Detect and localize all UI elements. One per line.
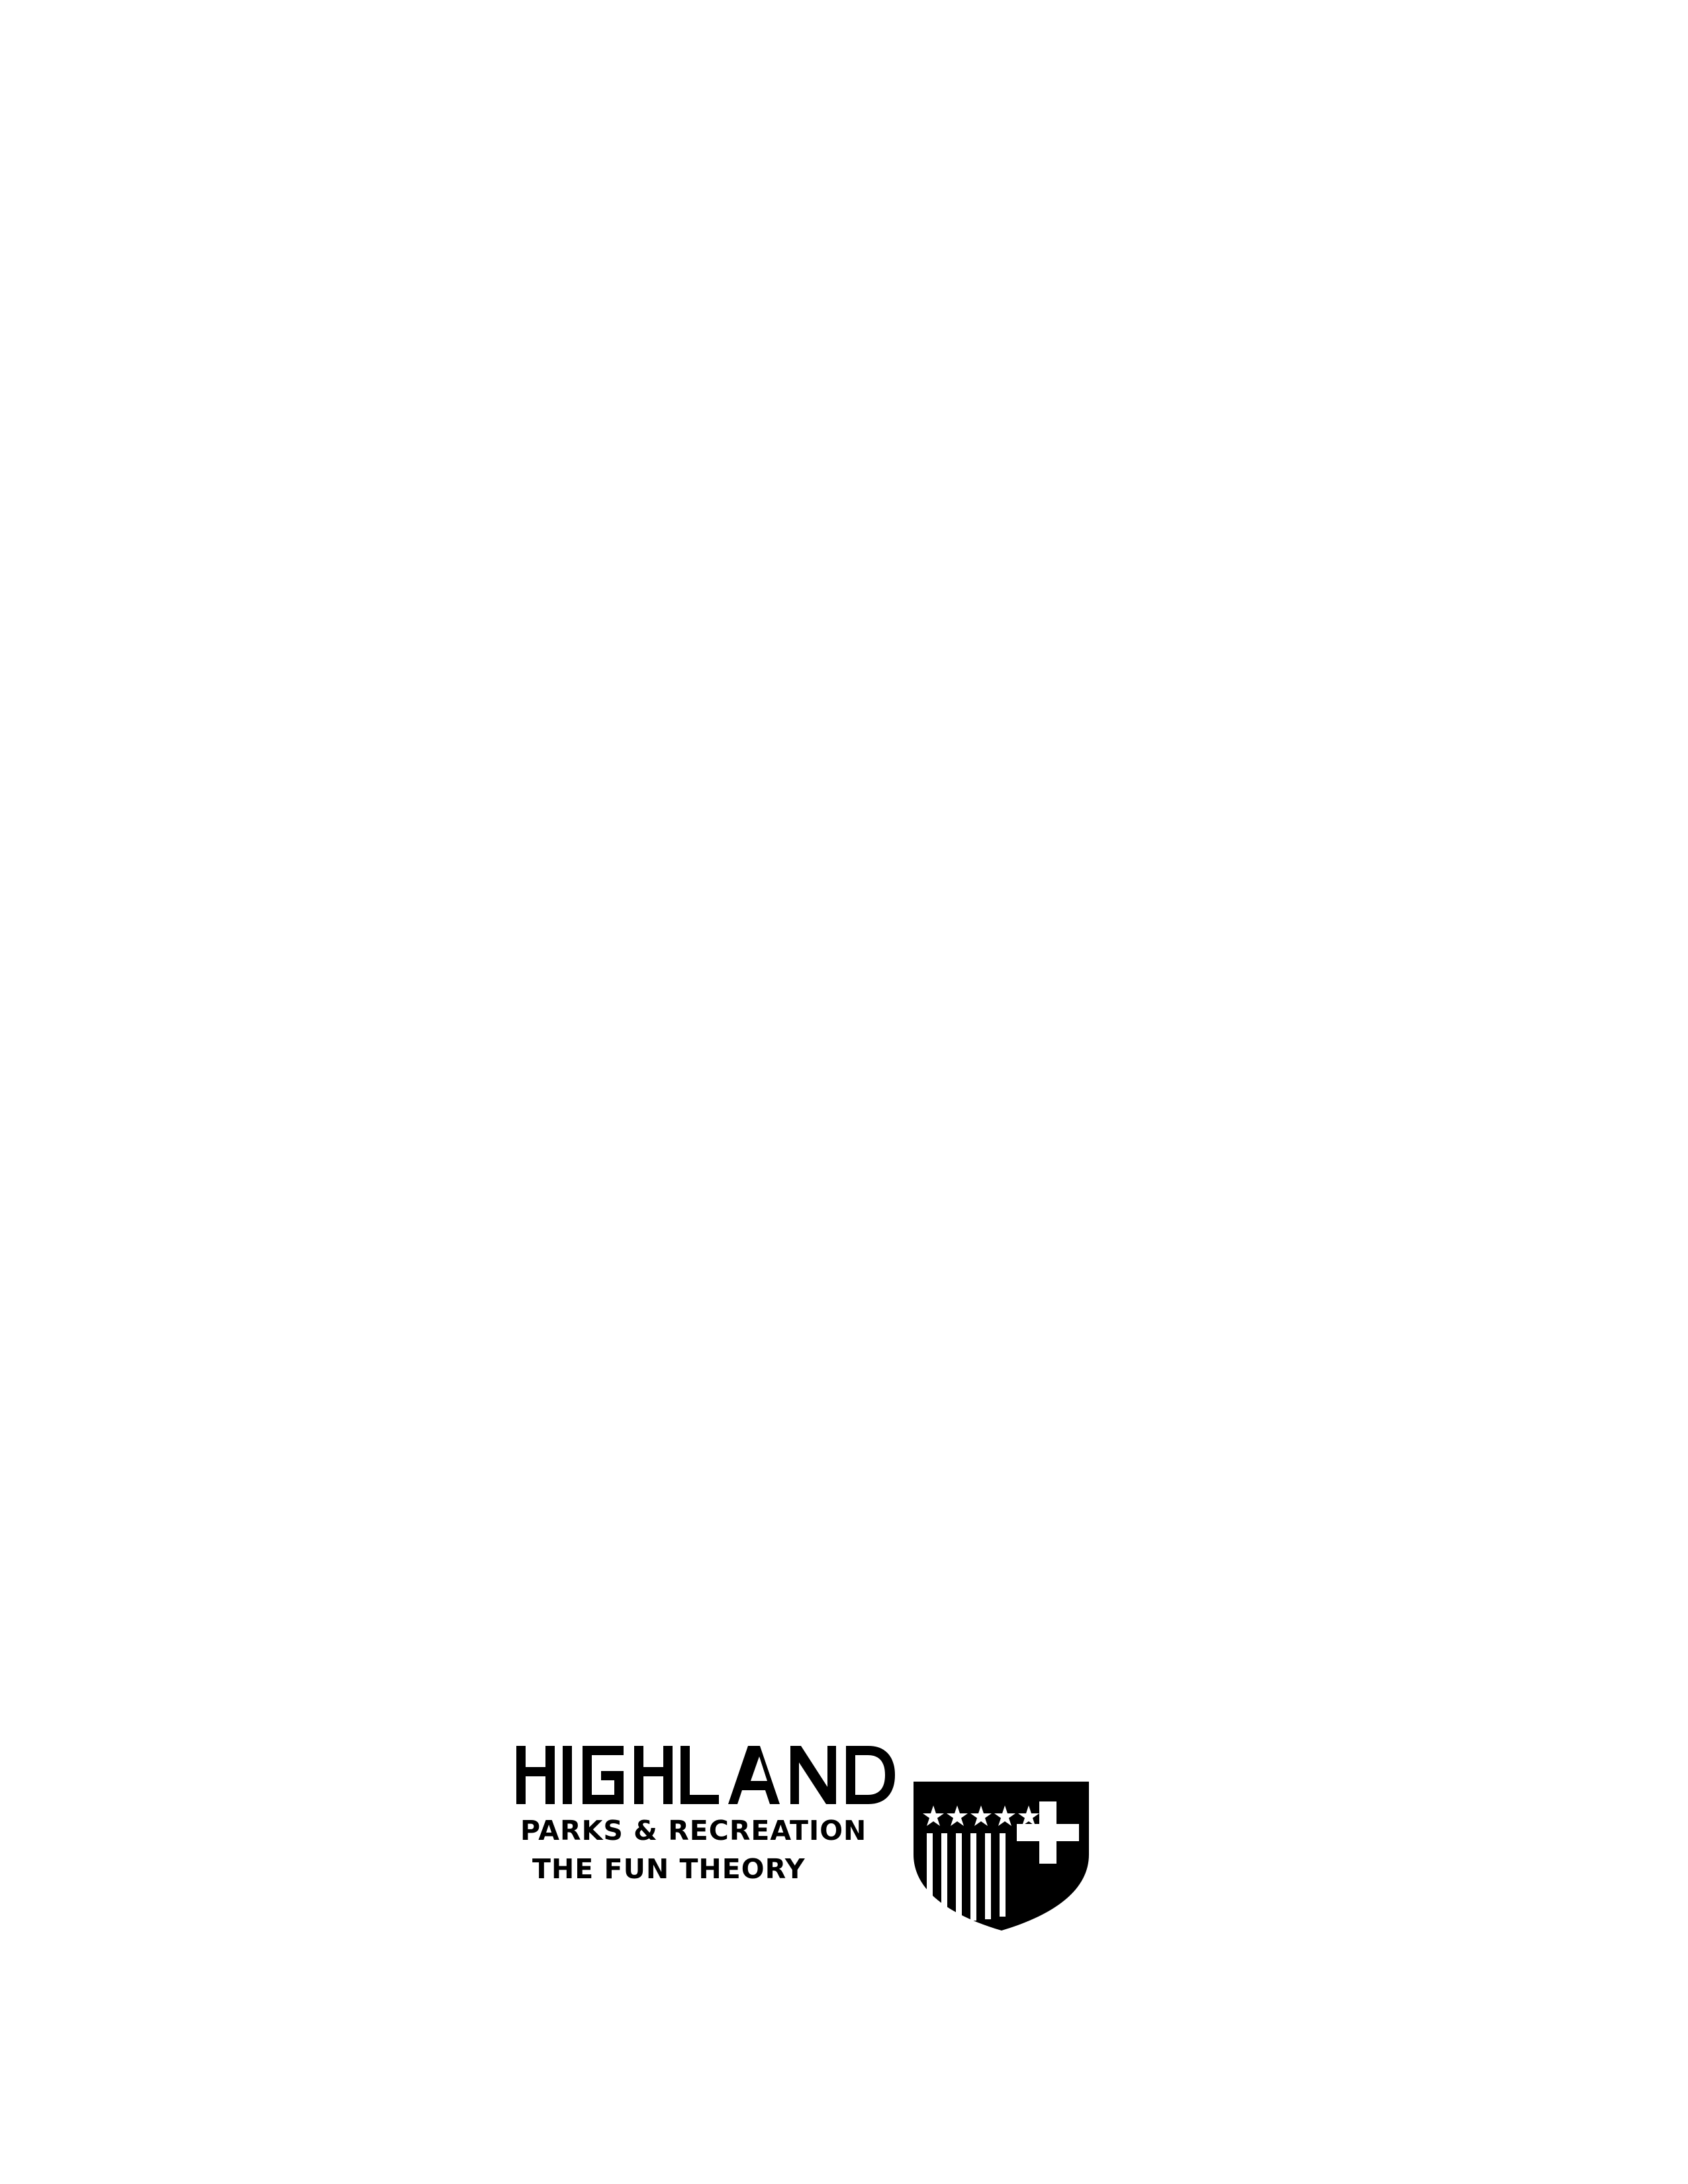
shield-with-cross-and-stars-icon — [914, 1782, 1089, 1931]
logo-line-2-text: PARKS & RECREATION — [520, 1815, 867, 1846]
logo-line-3-text: THE FUN THEORY — [532, 1853, 806, 1885]
logo-block — [510, 1741, 1139, 1933]
